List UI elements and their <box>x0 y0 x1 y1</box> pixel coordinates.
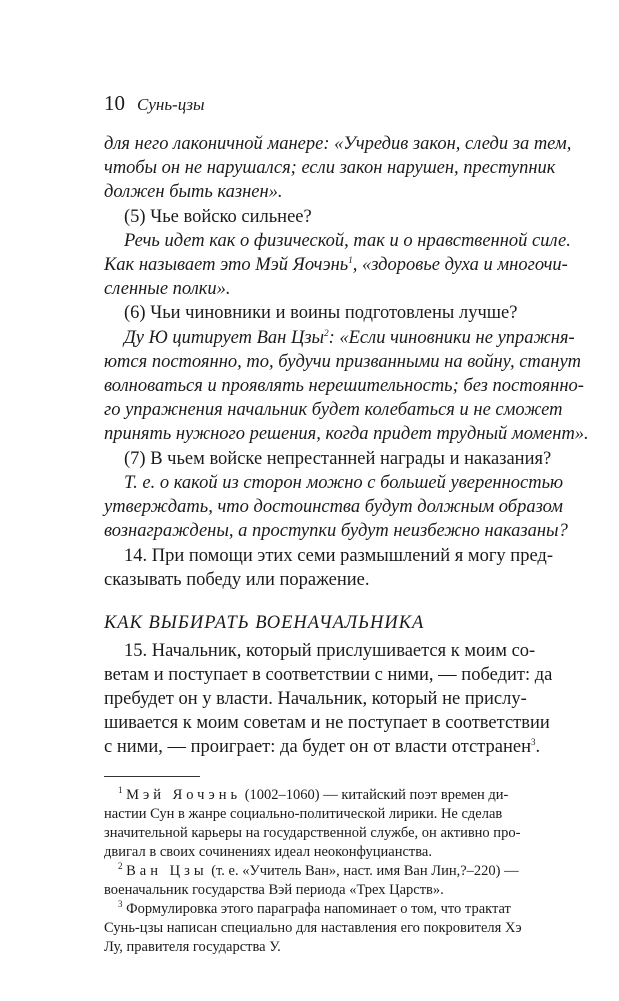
footnote-line: военачальник государства Вэй периода «Трех Царств». <box>104 882 444 898</box>
footnote-line: Лу, правителя государства У. <box>104 939 281 955</box>
text-line <box>124 327 575 349</box>
text-line: го упражнения начальник будет колебаться и не сможет <box>104 400 563 420</box>
text-line: чтобы он не нарушался; если закон нарушен, преступник <box>104 158 556 178</box>
text-line: 15. Начальник, который прислушивается к моим со- <box>124 641 536 661</box>
footnote-line <box>118 862 519 880</box>
footnote-line: двигал в своих сочинениях идеал неоконфуцианства. <box>104 844 432 860</box>
footnote-line <box>118 786 508 804</box>
text-line: ветам и поступает в соответствии с ними, — победит: да <box>104 665 553 685</box>
text-fragment: Как называет это Мэй Яочэнь <box>104 255 349 275</box>
footnote-line <box>118 900 511 918</box>
text-fragment: (т. е. «Учитель Ван», наст. имя Ван Лин,?–220) — <box>207 863 519 879</box>
text-line <box>104 254 568 276</box>
footnote-line: значительной карьеры на государственной службе, он активно про- <box>104 825 521 841</box>
text-fragment: с ними, — проиграет: да будет он от власти отстранен <box>104 737 531 757</box>
running-title: Сунь-цзы <box>137 95 205 114</box>
text-line: волноваться и проявлять нерешительность; без постоянно- <box>104 376 584 396</box>
text-line: вознаграждены, а проступки будут неизбежно наказаны? <box>104 521 568 541</box>
footnote-number: 1 <box>118 785 123 796</box>
text-fragment: Ду Ю цитирует Ван Цзы <box>124 328 325 348</box>
text-line: пребудет он у власти. Начальник, который не прислу- <box>104 689 527 709</box>
text-line: Т. е. о какой из сторон можно с большей уверенностью <box>124 473 564 493</box>
page-number: 10 <box>104 91 125 115</box>
text-fragment: , «здоровье духа и многочи- <box>352 255 568 275</box>
footnote-ref: 2 <box>324 327 329 338</box>
text-line: 14. При помощи этих семи размышлений я могу пред- <box>124 546 553 566</box>
text-line: сказывать победу или поражение. <box>104 570 370 590</box>
page-header <box>104 91 205 116</box>
footnote-number: 3 <box>118 899 123 910</box>
text-fragment: Формулировка этого параграфа напоминает о том, что трактат <box>122 901 511 917</box>
text-line: должен быть казнен». <box>104 182 283 202</box>
text-fragment: . <box>535 737 541 757</box>
text-line: для него лаконичной манере: «Учредив закон, следи за тем, <box>104 134 572 154</box>
text-line: (7) В чьем войске непрестанней награды и наказания? <box>124 449 552 469</box>
text-line: ются постоянно, то, будучи призванными на войну, станут <box>104 352 582 372</box>
footnote-separator <box>104 776 200 777</box>
text-line: (5) Чье войско сильнее? <box>124 207 312 227</box>
footnote-ref: 1 <box>348 254 353 265</box>
footnote-name: Ван Цзы <box>126 863 208 879</box>
footnote-line: настии Сун в жанре социально-политической лирики. Не сделав <box>104 806 503 822</box>
text-line: утверждать, что достоинства будут должным образом <box>104 497 563 517</box>
text-fragment: (1002–1060) — китайский поэт времен ди- <box>241 787 509 803</box>
text-line <box>104 736 540 758</box>
text-line: (6) Чьи чиновники и воины подготовлены лучше? <box>124 303 518 323</box>
footnote-line: Сунь-цзы написан специально для наставления его покровителя Хэ <box>104 920 522 936</box>
text-line: Речь идет как о физической, так и о нравственной силе. <box>124 231 571 251</box>
section-heading: КАК ВЫБИРАТЬ ВОЕНАЧАЛЬНИКА <box>104 613 425 633</box>
text-line: шивается к моим советам и не поступает в соответствии <box>104 713 550 733</box>
text-line: сленные полки». <box>104 279 231 299</box>
footnote-ref: 3 <box>530 736 536 747</box>
footnote-name: Мэй Яочэнь <box>126 787 242 803</box>
text-fragment: : «Если чиновники не упражня- <box>328 328 575 348</box>
footnote-number: 2 <box>118 861 123 872</box>
text-line: принять нужного решения, когда придет трудный момент». <box>104 424 589 444</box>
